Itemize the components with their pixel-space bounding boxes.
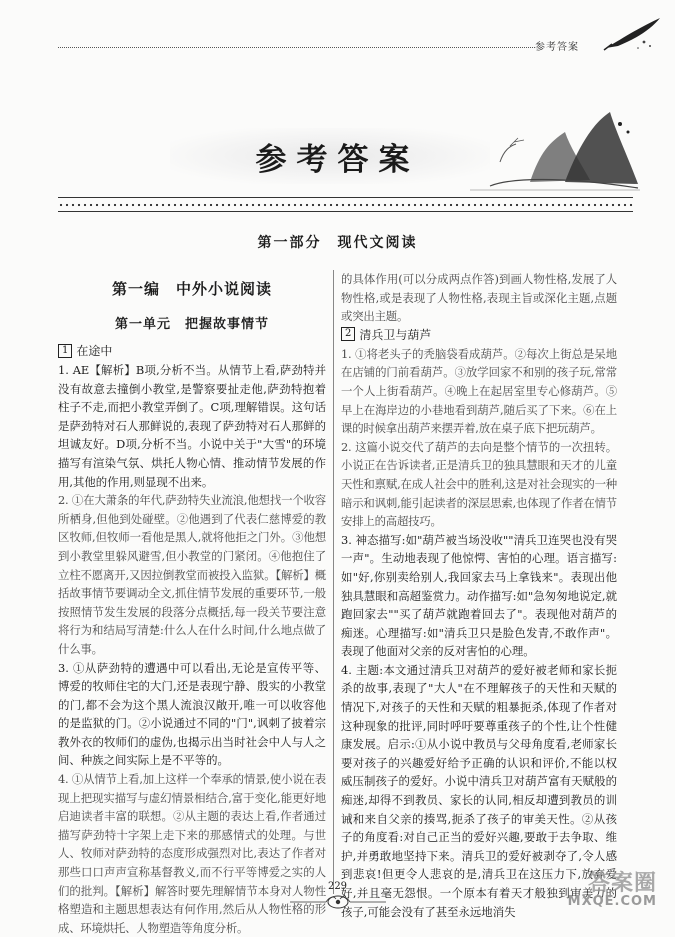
page-number: 229: [327, 881, 348, 892]
answer-paragraph: 4. 主题:本文通过清兵卫对葫芦的爱好被老师和家长扼杀的故事,表现了"大人"在不理解孩子的天性和天赋的情况下,对孩子的天性和天赋的粗暴扼杀,体现了作者对这种现象的批评,同时呼吁要尊重孩子的个性,让个性健康发展。启示:①从小说中教员与父母角度看,老师家长要对孩子的兴趣爱好给予正确的认识和评价,不能以权威压制孩子的爱好。小说中清兵卫对葫芦富有天赋般的痴迷,却得不到教员、家长的认同,相反却遭到教员的训诫和来自父亲的揍骂,扼杀了孩子的审美天性。②从孩子的角度看:对自己正当的爱好兴趣,要敢于去争取、维护,并勇敢地坚持下来。清兵卫的爱好被剥夺了,令人感到悲哀!但更令人悲哀的是,清兵卫在这压力下,放弃爱好,并且毫无怨恨。一个原本有着天才般独到审美力的孩子,可能会没有了甚至永远地消失: [341, 662, 617, 919]
unit-heading: 第一单元 把握故事情节: [114, 317, 269, 332]
page-title: 参考答案: [255, 142, 420, 178]
header-dotted-rule: [58, 47, 535, 48]
answer-paragraph: 3. 神态描写:如"葫芦被当场没收""清兵卫连哭也没有哭一声"。生动地表现了他惊愕、害怕的心理。语言描写:如"好,你别卖给别人,我回家去马上拿钱来"。表现出他独具慧眼和高超鉴赏力。动作描写:如"急匆匆地说定,就跑回家去""买了葫芦就跑着回去了"。表现他对葫芦的痴迷。心理描写:如"清兵卫只是脸色发青,不敢作声"。表现了他面对父亲的反对害怕的心理。: [341, 532, 617, 659]
section-heading: [58, 342, 326, 359]
column-divider: [333, 270, 334, 894]
ink-landscape-decoration: [470, 102, 640, 194]
answer-paragraph: 3. ①从萨劲特的遭遇中可以看出,无论是宣传平等、博爱的牧师住宅的大门,还是表现宁静、殷实的小教堂的门,都不会为这个黑人流浪汉敞开,唯一可以收容他的是监狱的门。②小说通过不同的"门",讽刺了披着宗教外衣的牧师们的虚伪,也揭示出当时社会中人与人之间、种族之间实际上是不平等的。: [58, 660, 326, 768]
running-header: 参考答案: [535, 42, 579, 53]
part-title: 第一部分 现代文阅读: [257, 235, 418, 251]
right-column: [341, 270, 617, 921]
section-title: 清兵卫与葫芦: [359, 327, 432, 342]
section-number-box: 1: [58, 344, 72, 358]
section-title: 在途中: [76, 344, 113, 358]
answer-paragraph: 的具体作用(可以分成两点作答)到画人物性格,发展了人物性格,或是表现了人物性格,表现主旨或深化主题,点题或突出主题。: [341, 272, 617, 324]
watermark-url: MXQE.COM: [567, 894, 657, 909]
answer-paragraph: 2. 这篇小说交代了葫芦的去向是整个情节的一次扭转。小说正在告诉读者,正是清兵卫的独具慧眼和天才的儿童天性和禀赋,在成人社会中的胜利,这是对社会现实的一种暗示和讽刺,能引起读者的深层思索,也体现了作者在情节安排上的高超技巧。: [341, 439, 617, 529]
watermark-logo: 答案圈: [587, 871, 657, 896]
left-column: [58, 278, 326, 937]
section-number-box: 2: [341, 327, 355, 341]
answer-paragraph: 1. ①将老头子的秃脑袋看成葫芦。②每次上街总是呆地在店铺的门前看葫芦。③放学回家不和别的孩子玩,常常一个人上街看葫芦。④晚上在起居室里专心修葫芦。⑤早上在海岸边的小巷地看到葫芦,随后买了下来。⑥在上课的时候拿出葫芦来摆弄着,放在桌子底下把玩葫芦。: [341, 346, 617, 436]
answer-paragraph: 2. ①在大萧条的年代,萨劲特失业流浪,他想找一个收容所栖身,但他到处碰壁。②他遇到了代表仁慈博爱的教区牧师,但牧师一看他是黑人,就将他拒之门外。③他想到小教堂里躲风避雪,但小教堂的门紧闭。④他抱住了立柱不愿离开,又因拉倒教堂而被投入监狱。【解析】概括故事情节要调动全文,抓住情节发展的重要环节,一般按照情节发生发展的段落分点概括,每一段关节要注意将行为和结局写清楚:什么人在什么时间,什么地点做了什么事。: [58, 493, 326, 656]
edition-heading: 第一编 中外小说阅读: [111, 280, 272, 298]
separator-rule-bottom: [58, 211, 633, 212]
separator-rule-top: [58, 197, 633, 198]
section-heading: [341, 326, 617, 343]
quill-pen-icon: [598, 14, 668, 54]
answer-paragraph: 1. AE【解析】B项,分析不当。从情节上看,萨劲特并没有故意去撞倒小教堂,是警察要扯走他,萨劲特抱着柱子不走,而把小教堂弄倒了。C项,理解错误。这句话是萨劲特对石人那鲜说的,表现了萨劲特对石人那鲜的坦诚友好。D项,分析不当。小说中关于"大雪"的环境描写有渲染气氛、烘托人物心情、推动情节发展的作用,其他的作用,则显现不出来。: [58, 363, 326, 489]
separator-dots: [58, 201, 633, 209]
footer-ornament-icon: [290, 893, 386, 911]
answer-paragraph: 4. ①从情节上看,加上这样一个奉承的情景,使小说在表现上把现实描写与虚幻情景相结合,富于变化,能更好地启迪读者丰富的联想。②从主题的表达上看,作者通过描写萨劲特十字架上走下来的那感情式的处理。与世人、牧师对萨劲特的态度形成强烈对比,表达了作者对那些口口声声宣称基督教义,而不行平等博爱之实的人们的批判。【解析】解答时要先理解情节本身对人物性格塑造和主题思想表达有何作用,然后从人物性格的形成、环境烘托、人物塑造等角度分析。: [58, 772, 326, 935]
